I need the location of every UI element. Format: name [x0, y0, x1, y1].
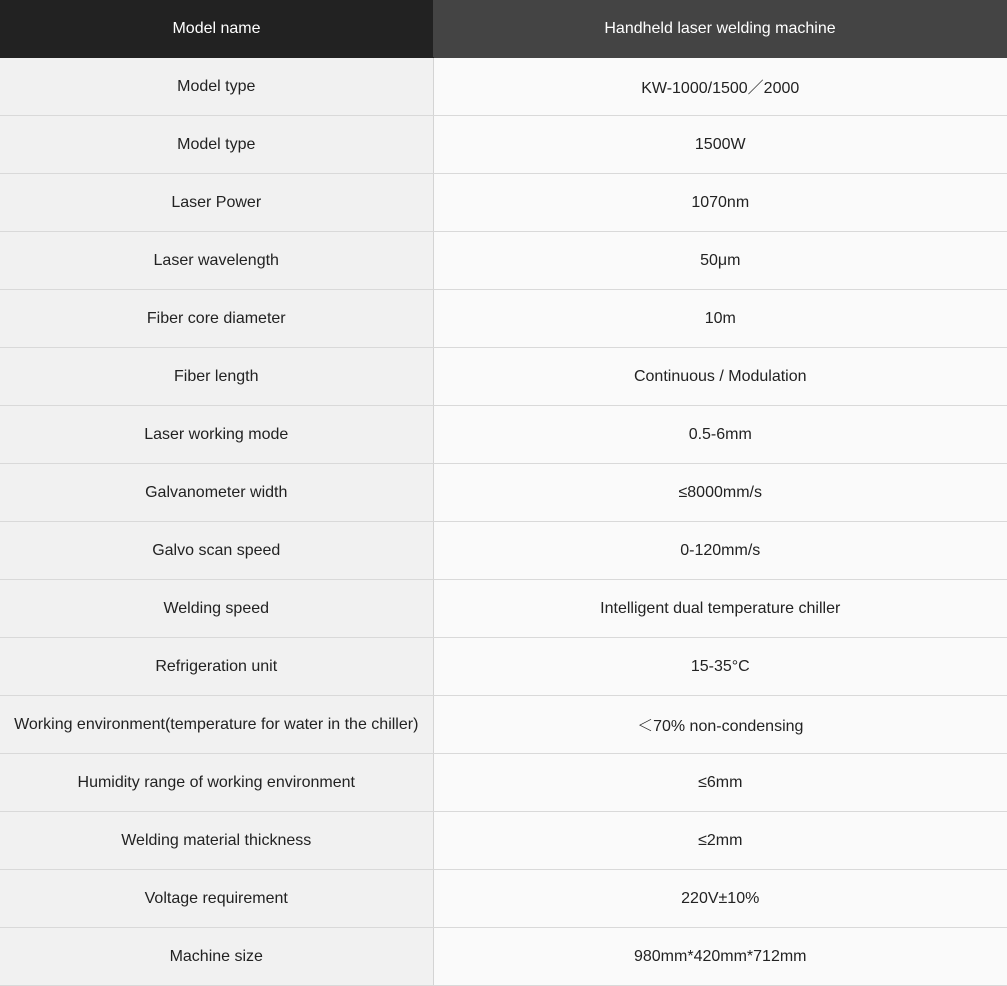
header-model-name: Model name: [0, 0, 433, 58]
table-row: [0, 522, 1007, 580]
row-value: KW-1000/1500／2000: [433, 58, 1007, 116]
row-value: 1070nm: [433, 174, 1007, 232]
table-row: [0, 638, 1007, 696]
row-value: 15-35°C: [433, 638, 1007, 696]
table-row: [0, 406, 1007, 464]
row-value: 980mm*420mm*712mm: [433, 928, 1007, 986]
row-label: Working environment(temperature for water in the chiller): [0, 696, 433, 754]
row-value: Intelligent dual temperature chiller: [433, 580, 1007, 638]
table-row: [0, 58, 1007, 116]
row-label: Machine size: [0, 928, 433, 986]
row-value: ≤6mm: [433, 754, 1007, 812]
row-label: Galvo scan speed: [0, 522, 433, 580]
row-value: ≤8000mm/s: [433, 464, 1007, 522]
row-label: Laser Power: [0, 174, 433, 232]
row-label: Fiber length: [0, 348, 433, 406]
table-row: [0, 174, 1007, 232]
row-value: 0.5-6mm: [433, 406, 1007, 464]
row-label: Laser wavelength: [0, 232, 433, 290]
row-label: Laser working mode: [0, 406, 433, 464]
row-value: ≤2mm: [433, 812, 1007, 870]
table-row: [0, 290, 1007, 348]
row-label: Model type: [0, 116, 433, 174]
table-row: [0, 116, 1007, 174]
row-value: 0-120mm/s: [433, 522, 1007, 580]
row-label: Voltage requirement: [0, 870, 433, 928]
table-row: [0, 754, 1007, 812]
row-value: 1500W: [433, 116, 1007, 174]
table-row: [0, 580, 1007, 638]
row-label: Fiber core diameter: [0, 290, 433, 348]
table-row: [0, 696, 1007, 754]
row-value: 50μm: [433, 232, 1007, 290]
row-label: Galvanometer width: [0, 464, 433, 522]
table-row: [0, 232, 1007, 290]
row-label: Welding material thickness: [0, 812, 433, 870]
table-row: [0, 870, 1007, 928]
table-row: [0, 348, 1007, 406]
row-label: Welding speed: [0, 580, 433, 638]
row-label: Humidity range of working environment: [0, 754, 433, 812]
table-row: [0, 928, 1007, 986]
row-value: ＜70% non-condensing: [433, 696, 1007, 754]
row-value: 10m: [433, 290, 1007, 348]
table-row: [0, 464, 1007, 522]
row-value: 220V±10%: [433, 870, 1007, 928]
table-header-row: [0, 0, 1007, 58]
row-label: Model type: [0, 58, 433, 116]
row-value: Continuous / Modulation: [433, 348, 1007, 406]
header-machine-name: Handheld laser welding machine: [433, 0, 1007, 58]
table-row: [0, 812, 1007, 870]
row-label: Refrigeration unit: [0, 638, 433, 696]
